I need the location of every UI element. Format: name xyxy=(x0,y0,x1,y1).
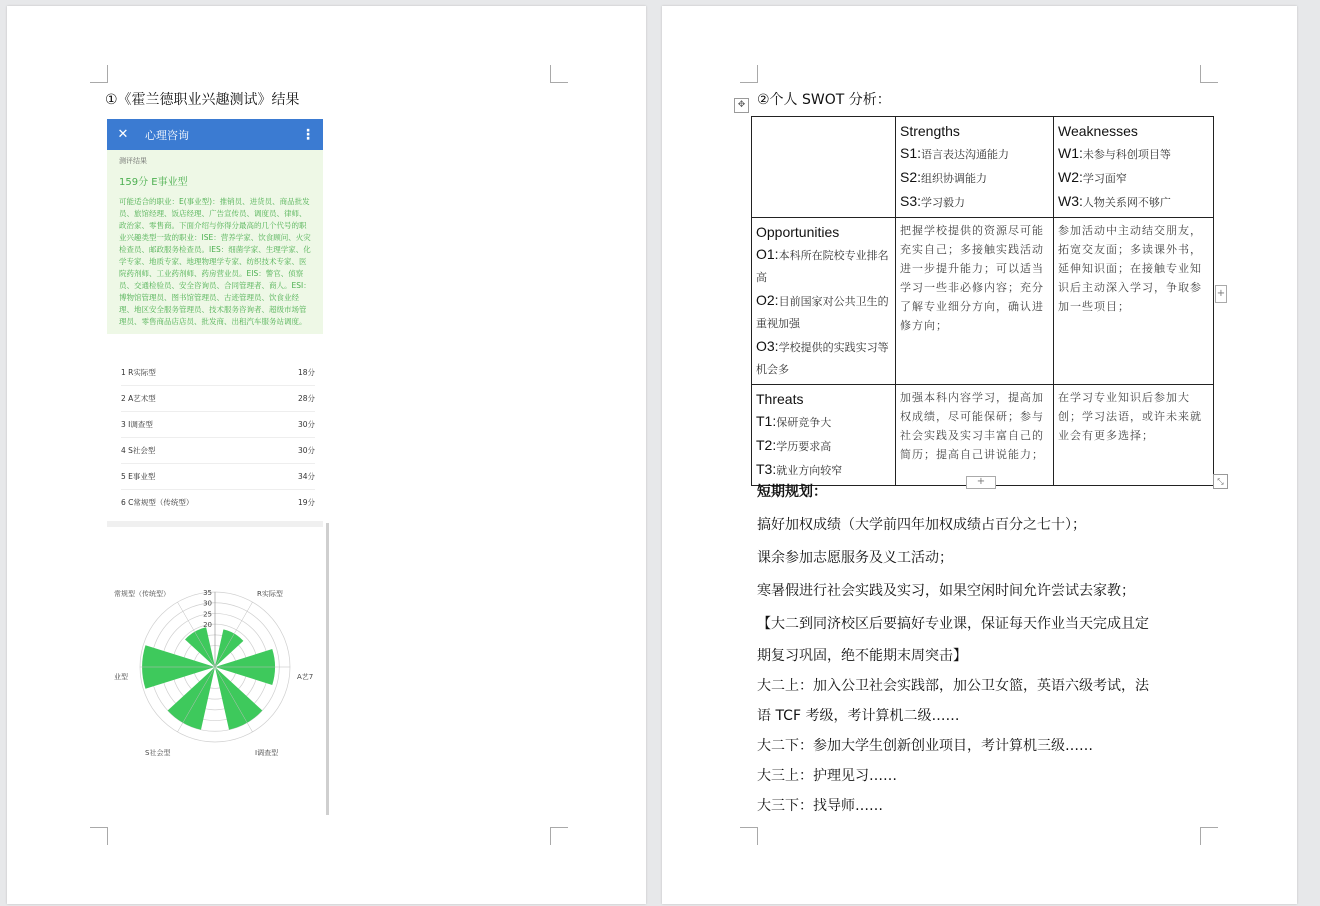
weakness-item: W1:未参与科创项目等 xyxy=(1058,145,1171,161)
strengths-cell xyxy=(896,117,1054,218)
score-value: 30分 xyxy=(297,420,315,429)
app-bar-title: 心理咨询 xyxy=(145,128,189,142)
plan-line: 大二下：参加大学生创新创业项目，考计算机三级…… xyxy=(757,738,1093,754)
threats-title: Threats xyxy=(756,391,804,407)
score-label: 6 C常规型（传统型） xyxy=(121,498,194,507)
score-label: 1 R实际型 xyxy=(121,368,156,377)
swot-table xyxy=(751,116,1214,486)
radial-tick-label: 30 xyxy=(203,599,212,608)
radial-tick-label: 20 xyxy=(203,621,212,630)
radial-tick-label: 35 xyxy=(203,589,212,597)
score-row xyxy=(121,438,315,464)
opportunity-item: O2:目前国家对公共卫生的重视加强 xyxy=(756,292,889,330)
score-list xyxy=(107,334,323,515)
swot-corner-cell xyxy=(752,117,896,218)
strengths-title: Strengths xyxy=(900,123,960,139)
crop-mark xyxy=(550,65,568,83)
move-icon[interactable]: ✥ xyxy=(734,98,749,113)
weaknesses-cell xyxy=(1054,117,1214,218)
opportunity-item: O1:本科所在院校专业排名高 xyxy=(756,246,889,284)
opportunity-item: O3:学校提供的实践实习等机会多 xyxy=(756,338,889,376)
score-row xyxy=(121,412,315,438)
weakness-item: W3:人物关系网不够广 xyxy=(1058,193,1171,209)
plan-title: 短期规划： xyxy=(757,484,827,500)
holland-polar-chart xyxy=(107,589,323,789)
plan-line: 寒暑假进行社会实践及实习，如果空闲时间允许尝试去家教； xyxy=(757,583,1135,599)
section-heading-swot: ②个人 SWOT 分析： xyxy=(757,92,891,108)
crop-mark xyxy=(550,827,568,845)
score-label: 3 I调查型 xyxy=(121,420,153,429)
swot-row xyxy=(752,117,1214,218)
swot-row xyxy=(752,385,1214,486)
strength-item: S3:学习毅力 xyxy=(900,193,966,209)
close-icon[interactable]: ✕ xyxy=(117,127,129,142)
score-label: 2 A艺术型 xyxy=(121,394,156,403)
opportunities-cell xyxy=(752,218,896,385)
plan-line: 大二上：加入公卫社会实践部，加公卫女篮，英语六级考试，法 xyxy=(757,678,1149,694)
radial-tick-label: 25 xyxy=(203,610,212,619)
category-label: S社会型 xyxy=(145,749,171,757)
score-value: 30分 xyxy=(297,446,315,455)
plan-line: 大三下：找导师…… xyxy=(757,798,883,814)
score-row xyxy=(121,490,315,515)
plan-line: 语 TCF 考级，考计算机二级…… xyxy=(757,708,960,724)
scrollbar[interactable] xyxy=(326,523,329,815)
plan-line: 期复习巩固，绝不能期末周突击】 xyxy=(757,648,967,664)
opportunities-title: Opportunities xyxy=(756,224,840,240)
wo-strategy-cell: 参加活动中主动结交朋友，拓宽交友面；多读课外书，延伸知识面；在接触专业知识后主动深入学习，争取参加一些项目； xyxy=(1054,218,1214,385)
score-value: 34分 xyxy=(297,472,315,481)
score-row xyxy=(121,386,315,412)
plan-line: 大三上：护理见习…… xyxy=(757,768,897,784)
crop-mark xyxy=(90,827,108,845)
threat-item: T1:保研竞争大 xyxy=(756,413,832,429)
divider xyxy=(107,521,323,527)
score-value: 19分 xyxy=(297,498,315,507)
strength-item: S1:语言表达沟通能力 xyxy=(900,145,1010,161)
result-score: 159分 E事业型 xyxy=(119,177,188,188)
crop-mark xyxy=(740,827,758,845)
plan-line: 课余参加志愿服务及义工活动； xyxy=(757,550,953,566)
category-label: 业型 xyxy=(114,673,128,681)
category-label: R实际型 xyxy=(257,590,283,598)
plan-line: 【大二到同济校区后要搞好专业课，保证每天作业当天完成且定 xyxy=(757,616,1149,632)
wt-strategy-cell: 在学习专业知识后参加大创；学习法语，或许未来就业会有更多选择； xyxy=(1054,385,1214,486)
category-label: I调查型 xyxy=(255,749,279,757)
threats-cell xyxy=(752,385,896,486)
resize-icon[interactable]: ⤡ xyxy=(1213,474,1228,489)
result-description: 可能适合的职业：E(事业型)：推销员、进货员、商品批发员、旅馆经理、饭店经理、广告宣传员、调度员、律师、政治家、零售商。下面介绍与你得分最高的几个代号的职业兴趣类型一致的职业：ISE：营养学家、饮食顾问、火灾检查员、邮政服务检查员。IES：细菌学家、生理学家、化学专家、地质专家、地理物理学专家、纺织技术专家、医院药剂师、工业药剂师、药房营业员。EIS：警官、侦察员、交通检验员、安全咨询员、合同管理者、商人。ESI：博物馆管理员、图书馆管理员、古迹管理员、饮食业经理、地区安全服务管理员、技术服务咨询者、超级市场管理员、零售商品店店员、批发商、出租汽车服务站调度。 xyxy=(119,197,311,326)
more-vert-icon[interactable]: ⋮ xyxy=(301,126,315,143)
st-strategy-cell: 加强本科内容学习，提高加权成绩，尽可能保研；参与社会实践及实习丰富自己的简历；提高自己讲说能力； xyxy=(896,385,1054,486)
score-label: 5 E事业型 xyxy=(121,472,156,481)
score-value: 18分 xyxy=(297,368,315,377)
so-strategy-cell: 把握学校提供的资源尽可能充实自己；多接触实践活动进一步提升能力；可以适当学习一些非必修内容；充分了解专业细分方向，确认进修方向； xyxy=(896,218,1054,385)
app-bar xyxy=(107,119,323,150)
score-row xyxy=(121,464,315,490)
document-page-right xyxy=(662,6,1297,904)
threat-item: T2:学历要求高 xyxy=(756,437,832,453)
document-page-left xyxy=(7,6,646,904)
add-column-button[interactable]: + xyxy=(1215,285,1227,303)
weaknesses-title: Weaknesses xyxy=(1058,123,1138,139)
crop-mark xyxy=(1200,827,1218,845)
result-summary xyxy=(107,150,323,334)
add-row-button[interactable]: + xyxy=(966,476,996,489)
threat-item: T3:就业方向较窄 xyxy=(756,461,843,477)
section-heading-holland: ①《霍兰德职业兴趣测试》结果 xyxy=(105,92,300,108)
result-label: 测评结果 xyxy=(119,157,147,165)
category-label: 常规型（传统型） xyxy=(114,590,170,598)
score-label: 4 S社会型 xyxy=(121,446,156,455)
crop-mark xyxy=(1200,65,1218,83)
category-label: A艺7 xyxy=(297,673,314,681)
score-row xyxy=(121,360,315,386)
strength-item: S2:组织协调能力 xyxy=(900,169,988,185)
crop-mark xyxy=(740,65,758,83)
short-term-plan xyxy=(757,476,1217,821)
swot-row xyxy=(752,218,1214,385)
score-value: 28分 xyxy=(297,394,315,403)
plan-line: 搞好加权成绩（大学前四年加权成绩占百分之七十）； xyxy=(757,517,1086,533)
crop-mark xyxy=(90,65,108,83)
weakness-item: W2:学习面窄 xyxy=(1058,169,1127,185)
holland-test-screenshot xyxy=(107,119,323,815)
